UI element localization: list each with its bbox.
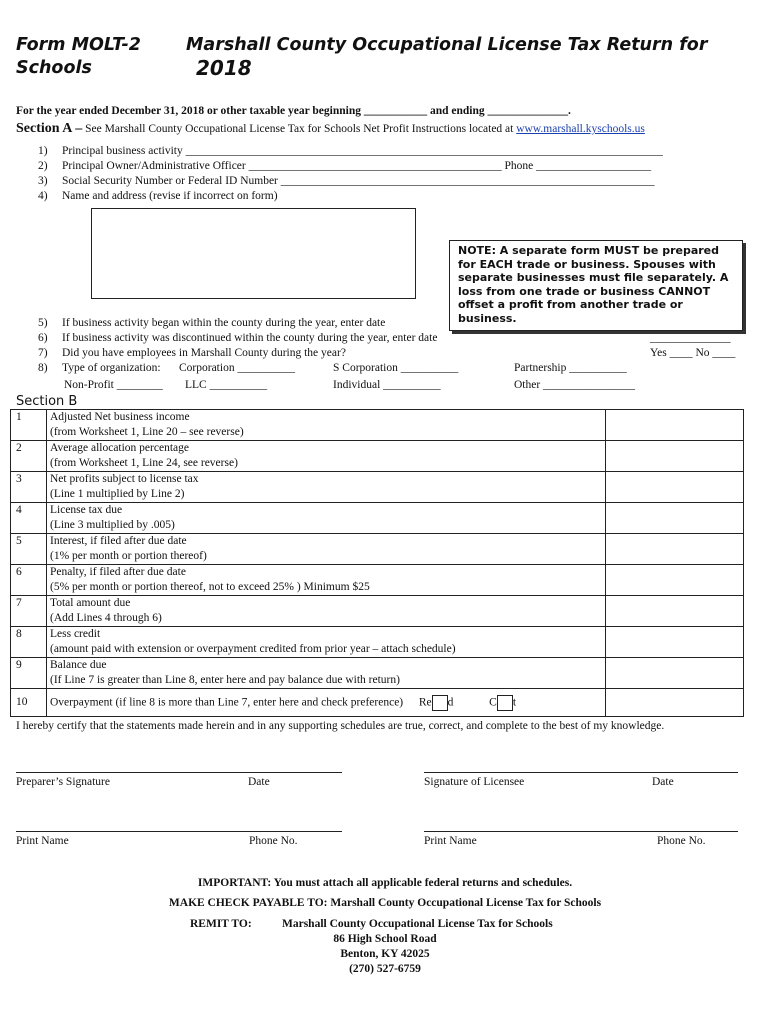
amount-field-line-3[interactable] [606,472,744,503]
section-a-instructions: See Marshall County Occupational License Tax for Schools Net Profit Instructions located at [85,123,514,135]
line-description [47,410,606,441]
amount-field-line-4[interactable] [606,503,744,534]
licensee-date-label: Date [652,776,674,788]
certification-statement: I hereby certify that the statements made herein and in any supporting schedules are true, correct, and complete to the best of my knowledge. [16,720,665,732]
remit-to-label: REMIT TO: [190,918,252,930]
line-number: 7 [11,596,47,627]
line-number: 5 [11,534,47,565]
org-llc-field[interactable]: LLC __________ [185,379,268,391]
remit-address-line1: 86 High School Road [333,933,437,945]
preparer-phone-label: Phone No. [249,835,298,847]
line-number: 10 [11,689,47,717]
amount-field-line-1[interactable] [606,410,744,441]
amount-field-line-5[interactable] [606,534,744,565]
amount-field-line-9[interactable] [606,658,744,689]
item-2-num: 2) [38,160,48,172]
amount-field-line-6[interactable] [606,565,744,596]
note-box: NOTE: A separate form MUST be prepared for EACH trade or business. Spouses with separate businesses must file separately. A loss from one trade or business CANNOT offset a profit from another trade or business. [449,240,743,331]
line-number: 9 [11,658,47,689]
line-title: Penalty, if filed after due date [50,566,186,578]
preparer-date-label: Date [248,776,270,788]
line-note: (If Line 7 is greater than Line 8, enter here and pay balance due with return) [50,674,400,686]
line-description [47,534,606,565]
remit-address-line2: Benton, KY 42025 [340,948,430,960]
preparer-print-name-label: Print Name [16,835,69,847]
payable-to: MAKE CHECK PAYABLE TO: Marshall County Occupational License Tax for Schools [168,897,602,909]
org-s-corporation-field[interactable]: S Corporation __________ [333,362,459,374]
preparer-print-name-line[interactable] [16,831,342,832]
important-notice: IMPORTANT: You must attach all applicable federal returns and schedules. [197,877,573,889]
school-website-link[interactable]: www.marshall.kyschools.us [516,123,645,135]
line-description [47,627,606,658]
item-3-num: 3) [38,175,48,187]
form-year: 2018 [196,56,252,80]
principal-owner-field[interactable]: Principal Owner/Administrative Officer ____________________________________________ Phone ____________________ [62,160,652,172]
line-note: (amount paid with extension or overpayment credited from prior year – attach schedule) [50,643,456,655]
line-title: License tax due [50,504,123,516]
refund-label-a: Re [418,696,432,709]
line-title: Net profits subject to license tax [50,473,199,485]
org-other-field[interactable]: Other ________________ [514,379,636,391]
line-description [47,565,606,596]
item-1-num: 1) [38,145,48,157]
tax-year-line: For the year ended December 31, 2018 or other taxable year beginning ___________ and ending ______________. [16,105,571,117]
line-title: Less credit [50,628,101,640]
line-note: (1% per month or portion thereof) [50,550,207,562]
table-row [11,410,744,441]
ssn-fein-field[interactable]: Social Security Number or Federal ID Number _________________________________________________________________ [62,175,655,187]
line-description [47,596,606,627]
licensee-phone-label: Phone No. [657,835,706,847]
remit-to-name: Marshall County Occupational License Tax for Schools [282,918,553,930]
employees-yes-no-field[interactable]: Yes ____ No ____ [650,347,736,359]
credit-label-b: t [512,696,517,709]
section-b-title: Section B [16,394,78,409]
amount-field-line-2[interactable] [606,441,744,472]
line-title: Average allocation percentage [50,442,189,454]
item-5-num: 5) [38,317,48,329]
item-7-num: 7) [38,347,48,359]
form-id: Form MOLT-2 [16,35,141,55]
amount-field-line-8[interactable] [606,627,744,658]
line-description [47,689,606,717]
line-number: 3 [11,472,47,503]
line-description [47,472,606,503]
principal-business-activity-field[interactable]: Principal business activity ___________________________________________________________________________________ [62,145,663,157]
table-row [11,441,744,472]
line-number: 6 [11,565,47,596]
employees-question: Did you have employees in Marshall County during the year? [62,347,346,359]
section-a-dash: – [75,121,83,136]
overpayment-label: Overpayment (if line 8 is more than Line 7, enter here and check preference) [50,696,404,709]
activity-discontinued-label: If business activity was discontinued within the county during the year, enter date [62,332,438,344]
line-note: (Add Lines 4 through 6) [50,612,162,624]
licensee-signature-line[interactable] [424,772,738,773]
org-non-profit-field[interactable]: Non-Profit ________ [64,379,163,391]
line-note: (5% per month or portion thereof, not to exceed 25% ) Minimum $25 [50,581,370,593]
remit-phone: (270) 527-6759 [349,963,421,975]
line-number: 4 [11,503,47,534]
refund-checkbox[interactable] [432,695,448,711]
item-6-num: 6) [38,332,48,344]
discontinued-date-field[interactable]: ______________ [650,332,731,344]
licensee-print-name-label: Print Name [424,835,477,847]
line-number: 8 [11,627,47,658]
line-number: 2 [11,441,47,472]
section-a-title: Section A [16,121,73,136]
section-b-table [10,409,744,717]
table-row [11,472,744,503]
item-4-num: 4) [38,190,48,202]
name-address-label: Name and address (revise if incorrect on form) [62,190,278,202]
line-title: Total amount due [50,597,131,609]
credit-checkbox[interactable] [497,695,513,711]
line-description [47,658,606,689]
line-note: (Line 3 multiplied by .005) [50,519,175,531]
line-note: (Line 1 multiplied by Line 2) [50,488,185,500]
org-partnership-field[interactable]: Partnership __________ [514,362,627,374]
amount-field-line-10[interactable] [606,689,744,717]
line-description [47,503,606,534]
line-note: (from Worksheet 1, Line 24, see reverse) [50,457,238,469]
table-row [11,689,744,717]
org-corporation-field[interactable]: Corporation __________ [179,362,295,374]
line-title: Interest, if filed after due date [50,535,187,547]
name-address-box[interactable] [91,208,416,299]
line-note: (from Worksheet 1, Line 20 – see reverse) [50,426,244,438]
org-individual-field[interactable]: Individual __________ [333,379,441,391]
table-row [11,565,744,596]
table-row [11,627,744,658]
refund-label-b: d [447,696,454,709]
line-title: Balance due [50,659,107,671]
form-id-line2: Schools [16,58,92,78]
line-title: Adjusted Net business income [50,411,190,423]
table-row [11,503,744,534]
line-description [47,441,606,472]
credit-label-a: C [489,696,497,709]
licensee-signature-label: Signature of Licensee [424,776,525,788]
line-number: 1 [11,410,47,441]
preparer-signature-line[interactable] [16,772,342,773]
licensee-print-name-line[interactable] [424,831,738,832]
org-type-label: Type of organization: [62,362,161,374]
item-8-num: 8) [38,362,48,374]
activity-began-label: If business activity began within the county during the year, enter date [62,317,386,329]
table-row [11,534,744,565]
form-title: Marshall County Occupational License Tax Return for [186,35,708,55]
table-row [11,658,744,689]
preparer-signature-label: Preparer’s Signature [16,776,110,788]
table-row [11,596,744,627]
section-a-heading [16,121,645,137]
amount-field-line-7[interactable] [606,596,744,627]
